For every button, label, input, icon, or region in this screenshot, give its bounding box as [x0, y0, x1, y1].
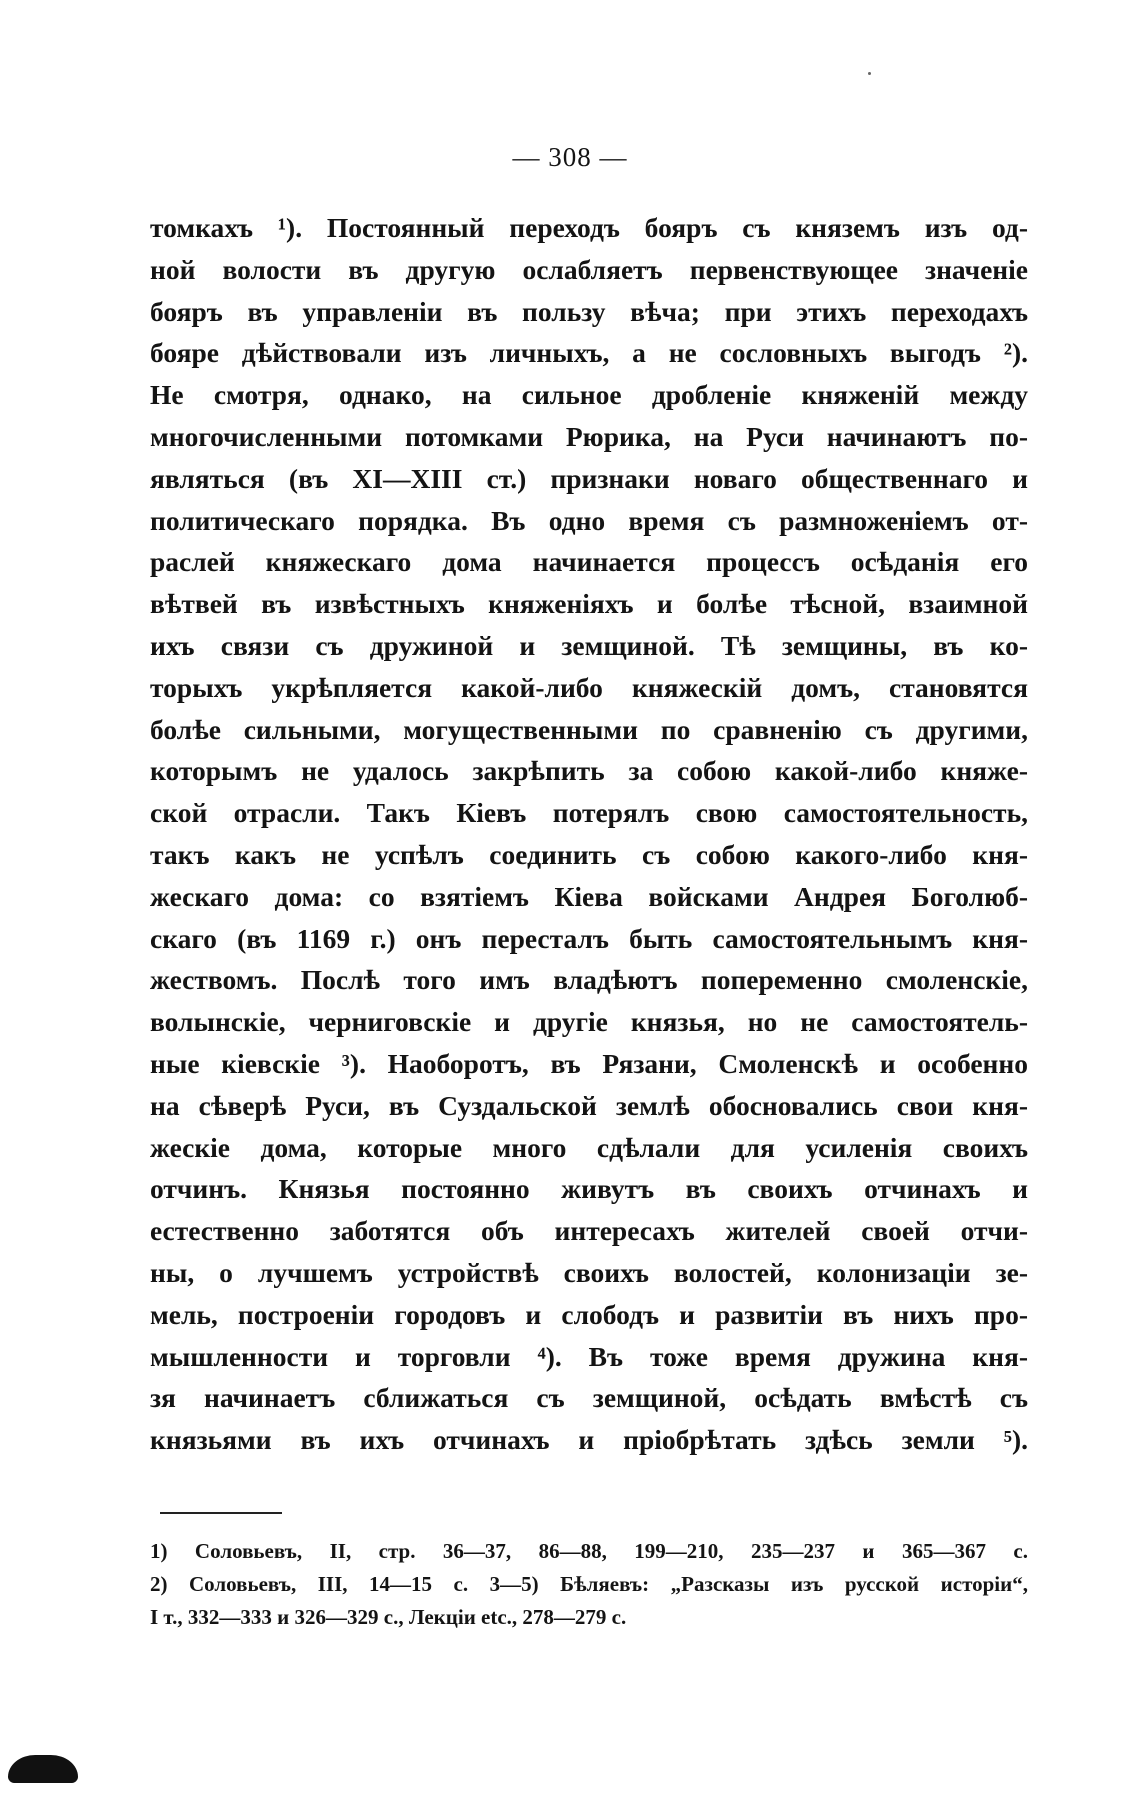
text-line: Не смотря, однако, на сильное дробленіе княженій между: [150, 379, 1028, 411]
footnote-divider: [160, 1512, 282, 1514]
text-line: мель, построеніи городовъ и слободъ и развитіи въ нихъ про-: [150, 1298, 1028, 1330]
text-line: торыхъ укрѣпляется какой-либо княжескій домъ, становятся: [150, 671, 1028, 703]
main-text: [150, 207, 1028, 1461]
text-line: вѣтвей въ извѣстныхъ княженіяхъ и болѣе тѣсной, взаимной: [150, 588, 1028, 620]
text-line: ны, о лучшемъ устройствѣ своихъ волостей, колонизаціи зе-: [150, 1256, 1028, 1288]
paper-speck: [868, 72, 871, 75]
text-line: многочисленными потомками Рюрика, на Руси начинаютъ по-: [150, 420, 1028, 452]
text-line: ской отрасли. Такъ Кіевъ потерялъ свою самостоятельность,: [150, 797, 1028, 829]
text-line: князьями въ ихъ отчинахъ и пріобрѣтать здѣсь земли ⁵).: [150, 1424, 1028, 1456]
text-line: являться (въ XI—XIII ст.) признаки новаго общественнаго и: [150, 462, 1028, 494]
text-line: такъ какъ не успѣлъ соединить съ собою какого-либо кня-: [150, 838, 1028, 870]
text-line: которымъ не удалось закрѣпить за собою какой-либо княже-: [150, 755, 1028, 787]
text-line: жескаго дома: со взятіемъ Кіева войсками Андрея Боголюб-: [150, 880, 1028, 912]
text-line: бояре дѣйствовали изъ личныхъ, а не сословныхъ выгодъ ²).: [150, 337, 1028, 369]
text-line: ихъ связи съ дружиной и земщиной. Тѣ земщины, въ ко-: [150, 629, 1028, 661]
text-line: политическаго порядка. Въ одно время съ размноженіемъ от-: [150, 504, 1028, 536]
page-number: — 308 —: [512, 142, 628, 172]
text-line: мышленности и торговли ⁴). Въ тоже время дружина кня-: [150, 1340, 1028, 1372]
footnote-line: I т., 332—333 и 326—329 с., Лекціи etc., 278—279 с.: [150, 1605, 627, 1629]
footnotes: [150, 1535, 1028, 1634]
footnote-line: 1) Соловьевъ, II, стр. 36—37, 86—88, 199—210, 235—237 и 365—367 с.: [150, 1539, 1028, 1563]
text-line: бояръ въ управленіи въ пользу вѣча; при этихъ переходахъ: [150, 295, 1028, 327]
text-line: болѣе сильными, могущественными по сравненію съ другими,: [150, 713, 1028, 745]
text-line: жескіе дома, которые много сдѣлали для усиленія своихъ: [150, 1131, 1028, 1163]
text-line: ной волости въ другую ослабляетъ первенствующее значеніе: [150, 253, 1028, 285]
text-line: на сѣверѣ Руси, въ Суздальской землѣ обосновались свои кня-: [150, 1089, 1028, 1121]
text-line: естественно заботятся объ интересахъ жителей своей отчи-: [150, 1215, 1028, 1247]
text-line: раслей княжескаго дома начинается процессъ осѣданія его: [150, 546, 1028, 578]
ink-blot: [8, 1755, 78, 1783]
text-line: ные кіевскіе ³). Наоборотъ, въ Рязани, Смоленскѣ и особенно: [150, 1047, 1028, 1079]
text-line: зя начинаетъ сближаться съ земщиной, осѣдать вмѣстѣ съ: [150, 1382, 1028, 1414]
text-line: жествомъ. Послѣ того имъ владѣютъ попеременно смоленскіе,: [150, 964, 1028, 996]
text-line: волынскіе, черниговскіе и другіе князья, но не самостоятель-: [150, 1006, 1028, 1038]
text-line: отчинъ. Князья постоянно живутъ въ своихъ отчинахъ и: [150, 1173, 1028, 1205]
text-line: скаго (въ 1169 г.) онъ пересталъ быть самостоятельнымъ кня-: [150, 922, 1028, 954]
text-line: томкахъ ¹). Постоянный переходъ бояръ съ княземъ изъ од-: [150, 212, 1028, 243]
footnote-line: 2) Соловьевъ, III, 14—15 с. 3—5) Бѣляевъ: „Разсказы изъ русской исторіи“,: [150, 1572, 1028, 1596]
